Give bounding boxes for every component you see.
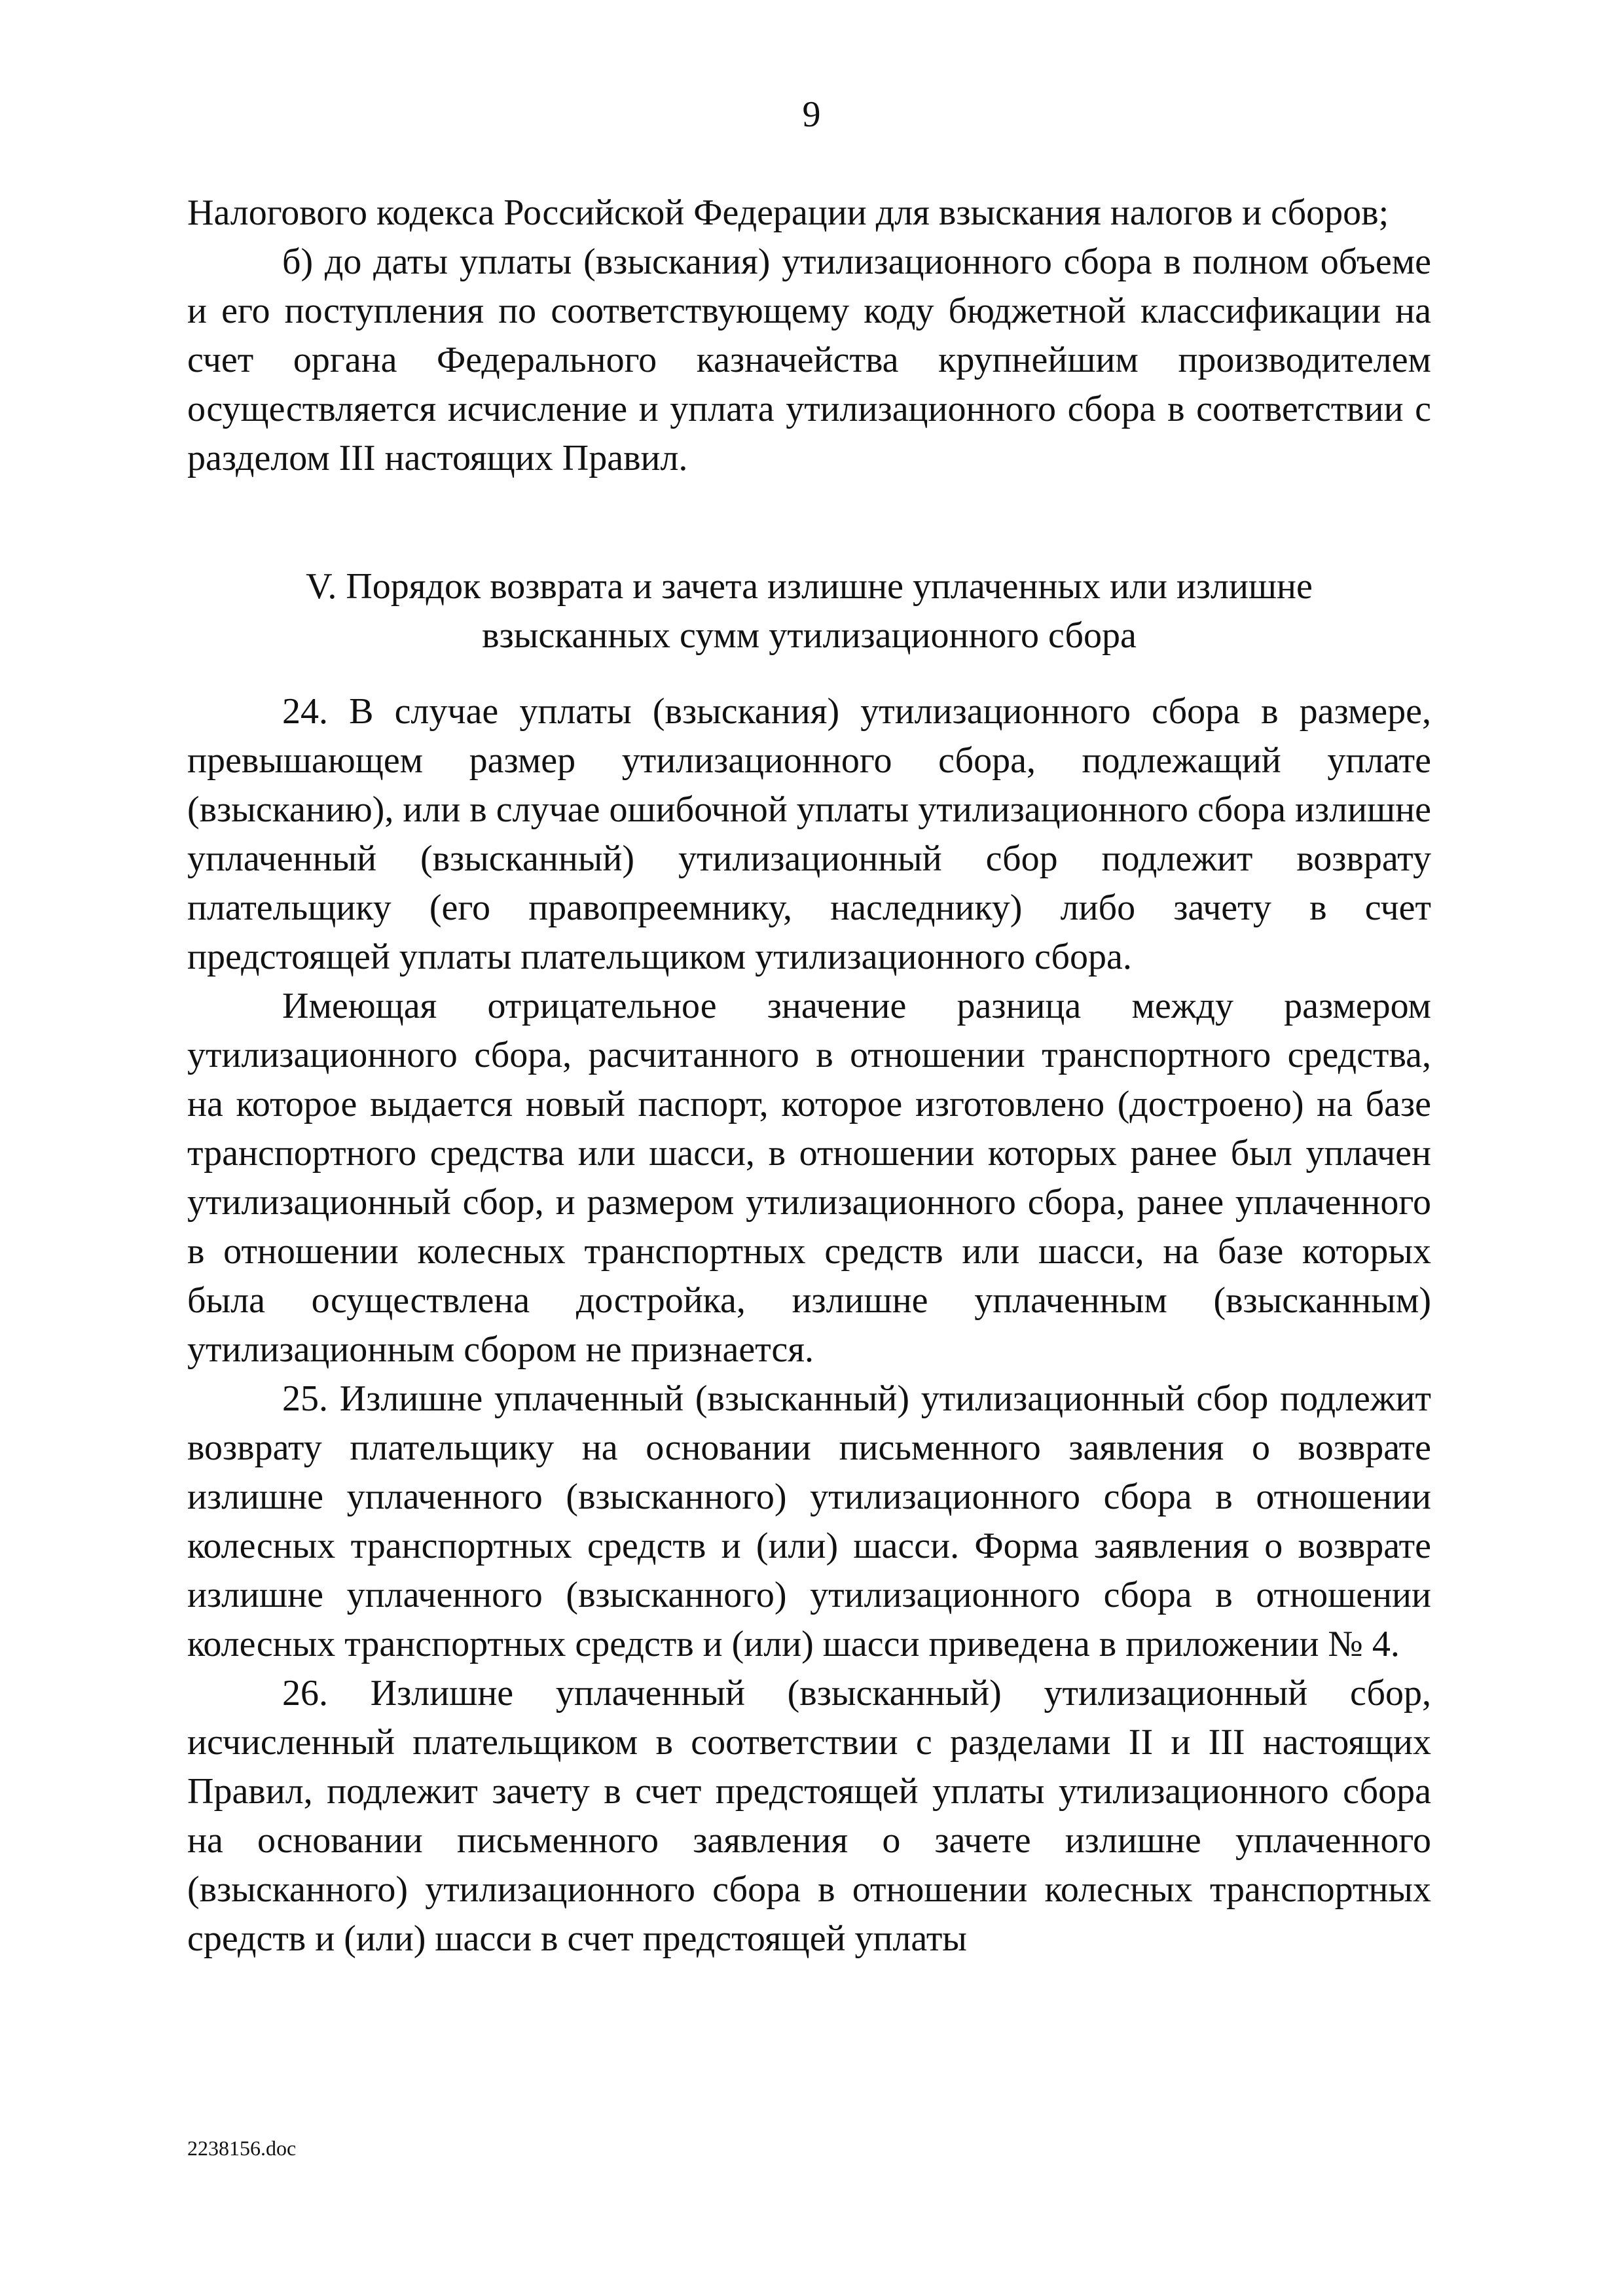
intro-block — [187, 188, 1431, 483]
item-b-paragraph: б) до даты уплаты (взыскания) утилизационного сбора в полном объеме и его поступления по соответствующему коду бюджетной классификации на счет органа Федерального казначейства крупнейшим производителем осуществляется исчисление и уплата утилизационного сбора в соответствии с разделом III настоящих Правил. — [187, 242, 1431, 478]
paragraph-24-continued: Имеющая отрицательное значение разница между размером утилизационного сбора, расчитанного в отношении транспортного средства, на которое выдается новый паспорт, которое изготовлено (достроено) на базе транспортного средства или шасси, в отношении которых ранее был уплачен утилизационный сбор, и размером утилизационного сбора, ранее уплаченного в отношении колесных транспортных средств или шасси, на базе которых была осуществлена достройка, излишне уплаченным (взысканным) утилизационным сбором не признается. — [187, 986, 1431, 1370]
continuation-paragraph: Налогового кодекса Российской Федерации для взыскания налогов и сборов; — [187, 192, 1389, 233]
page-number: 9 — [802, 94, 821, 135]
body-block — [187, 687, 1431, 1964]
paragraph-25: 25. Излишне уплаченный (взысканный) утилизационный сбор подлежит возврату плательщику на основании письменного заявления о возврате излишне уплаченного (взысканного) утилизационного сбора в отношении колесных транспортных средств и (или) шасси. Форма заявления о возврате излишне уплаченного (взысканного) утилизационного сбора в отношении колесных транспортных средств и (или) шасси приведена в приложении № 4. — [187, 1378, 1431, 1664]
section-heading-line-2: взысканных сумм утилизационного сбора — [482, 615, 1137, 656]
paragraph-24: 24. В случае уплаты (взыскания) утилизационного сбора в размере, превышающем размер утилизационного сбора, подлежащий уплате (взысканию), или в случае ошибочной уплаты утилизационного сбора излишне уплаченный (взысканный) утилизационный сбор подлежит возврату плательщику (его правопреемнику, наследнику) либо зачету в счет предстоящей уплаты плательщиком утилизационного сбора. — [187, 691, 1431, 977]
section-heading — [187, 562, 1431, 660]
paragraph-26: 26. Излишне уплаченный (взысканный) утилизационный сбор, исчисленный плательщиком в соответствии с разделами II и III настоящих Правил, подлежит зачету в счет предстоящей уплаты утилизационного сбора на основании письменного заявления о зачете излишне уплаченного (взысканного) утилизационного сбора в отношении колесных транспортных средств и (или) шасси в счет предстоящей уплаты — [187, 1673, 1431, 1959]
section-heading-line-1: V. Порядок возврата и зачета излишне уплаченных или излишне — [306, 566, 1313, 607]
document-id-footer: 2238156.doc — [187, 2136, 297, 2160]
